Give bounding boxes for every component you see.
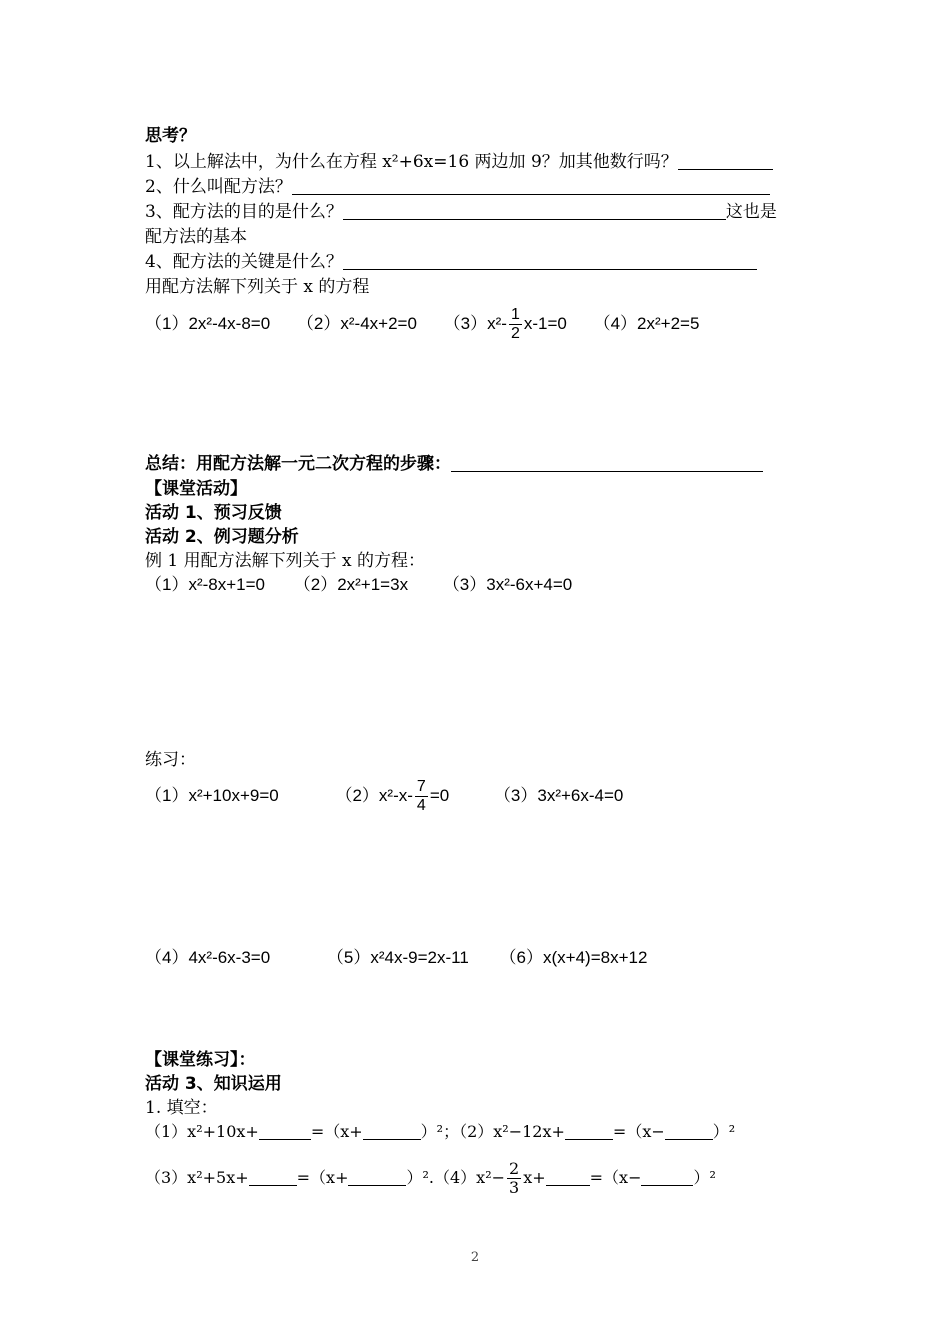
- fill-text: =（x+: [296, 1168, 349, 1187]
- equation-4: （4）2x²+2=5: [593, 314, 700, 333]
- think-title: 思考？: [145, 126, 196, 146]
- fill-text: （1）x²+10x+: [145, 1122, 259, 1141]
- fill-blank[interactable]: [363, 1121, 421, 1140]
- fill-text: x+: [523, 1168, 546, 1187]
- think-question-3-cont: 配方法的基本: [145, 227, 247, 247]
- practice-title: 练习：: [145, 750, 196, 770]
- fill-blank[interactable]: [259, 1121, 311, 1140]
- practice-eq-5: （5）x²4x-9=2x-11: [326, 948, 469, 967]
- equation-2: （2）x²-4x+2=0: [296, 314, 417, 333]
- think-question-2: [145, 175, 770, 199]
- q3-tail: 这也是: [725, 202, 777, 222]
- think-question-1: [145, 150, 773, 174]
- activity-2: 活动 2、例习题分析: [145, 527, 299, 547]
- classwork-header: 【课堂练习】：: [145, 1050, 256, 1070]
- think-question-4: [145, 250, 757, 274]
- fill-row-1: [145, 1120, 735, 1144]
- think-question-3: [145, 200, 777, 224]
- answer-blank[interactable]: [292, 176, 770, 195]
- fill-blank[interactable]: [546, 1167, 590, 1186]
- practice-eq-4: （4）4x²-6x-3=0: [145, 948, 271, 967]
- fill-text: （3）x²+5x+: [145, 1168, 249, 1187]
- page-number: 2: [470, 1250, 480, 1265]
- q3-text: 3、配方法的目的是什么？: [145, 202, 343, 222]
- fill-text: =（x−: [589, 1168, 642, 1187]
- fill-row-2: [145, 1158, 716, 1198]
- equation-3-post: x-1=0: [523, 314, 567, 333]
- q1-text: 1、以上解法中，为什么在方程 x²+6x=16 两边加 9？加其他数行吗？: [145, 152, 678, 172]
- activity-header: 【课堂活动】: [145, 479, 247, 499]
- answer-blank[interactable]: [451, 453, 763, 472]
- practice-eq-3: （3）3x²+6x-4=0: [493, 786, 624, 805]
- answer-blank[interactable]: [343, 201, 726, 220]
- fill-blank[interactable]: [641, 1167, 693, 1186]
- fill-text: ）²: [693, 1168, 716, 1187]
- answer-blank[interactable]: [343, 251, 757, 270]
- summary-line: [145, 452, 763, 476]
- q2-text: 2、什么叫配方法？: [145, 177, 292, 197]
- fill-text: =（x−: [612, 1122, 665, 1141]
- example-equations: [145, 573, 572, 597]
- activity-1: 活动 1、预习反馈: [145, 503, 282, 523]
- fraction: $\frac{2}{3}$: [509, 1159, 520, 1197]
- fill-blank[interactable]: [249, 1167, 297, 1186]
- fill-blank[interactable]: [565, 1121, 613, 1140]
- activity-3: 活动 3、知识运用: [145, 1074, 282, 1094]
- fraction: $\frac{1}{2}$: [510, 306, 520, 343]
- fill-blank[interactable]: [665, 1121, 713, 1140]
- fill-blank[interactable]: [348, 1167, 406, 1186]
- practice-eq-2-post: =0: [429, 786, 450, 805]
- practice-eq-1: （1）x²+10x+9=0: [145, 786, 279, 805]
- example-1-prompt: 例 1 用配方法解下列关于 x 的方程：: [145, 551, 426, 571]
- practice-eq-2-pre: （2）x²-x-: [335, 786, 413, 805]
- example-eq-2: （2）2x²+1=3x: [293, 575, 409, 594]
- fill-text: ）²: [712, 1122, 736, 1141]
- q4-text: 4、配方法的关键是什么？: [145, 252, 343, 272]
- equation-1: （1）2x²-4x-8=0: [145, 314, 271, 333]
- fraction: $\frac{7}{4}$: [416, 778, 426, 815]
- example-eq-3: （3）3x²-6x+4=0: [442, 575, 573, 594]
- answer-blank[interactable]: [678, 151, 773, 170]
- equation-row-1: [145, 304, 699, 344]
- summary-text: 总结：用配方法解一元二次方程的步骤：: [145, 454, 451, 474]
- fill-text: ）².（4）x²−: [406, 1168, 506, 1187]
- solve-prompt: 用配方法解下列关于 x 的方程: [145, 277, 370, 297]
- fill-text: ）²；（2）x²−12x+: [420, 1122, 565, 1141]
- practice-row-1: [145, 776, 623, 816]
- fill-in-title: 1. 填空：: [145, 1098, 218, 1118]
- practice-row-2: [145, 946, 647, 970]
- fill-text: =（x+: [310, 1122, 363, 1141]
- example-eq-1: （1）x²-8x+1=0: [145, 575, 265, 594]
- equation-3-pre: （3）x²-: [443, 314, 507, 333]
- practice-eq-6: （6）x(x+4)=8x+12: [499, 948, 648, 967]
